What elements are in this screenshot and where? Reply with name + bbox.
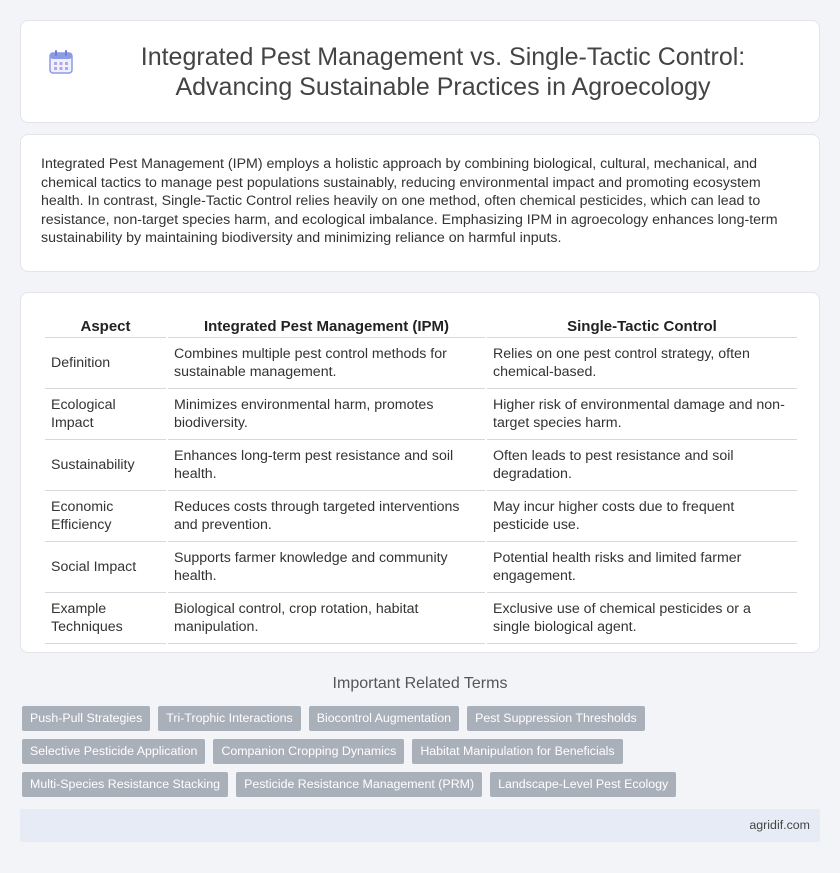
single-tactic-cell: Exclusive use of chemical pesticides or a single biological agent. — [487, 593, 797, 644]
ipm-cell: Enhances long-term pest resistance and soil health. — [168, 440, 485, 491]
single-tactic-cell: Relies on one pest control strategy, often chemical-based. — [487, 338, 797, 389]
header-card — [20, 20, 820, 123]
footer-site-link[interactable]: agridif.com — [749, 818, 810, 832]
single-tactic-cell: Potential health risks and limited farmer engagement. — [487, 542, 797, 593]
related-term-tag[interactable]: Landscape-Level Pest Ecology — [490, 772, 676, 797]
ipm-cell: Combines multiple pest control methods for sustainable management. — [168, 338, 485, 389]
single-tactic-cell: Higher risk of environmental damage and non-target species harm. — [487, 389, 797, 440]
column-header-ipm: Integrated Pest Management (IPM) — [168, 313, 485, 338]
aspect-cell: Definition — [45, 338, 166, 389]
aspect-cell: Example Techniques — [45, 593, 166, 644]
intro-paragraph: Integrated Pest Management (IPM) employs a holistic approach by combining biological, cultural, mechanical, and chemical tactics to manage pest populations sustainably, reducing environmental impact and promoting ecosystem health. In contrast, Single-Tactic Control relies heavily on one method, often chemical pesticides, which can lead to resistance, non-target species harm, and ecological imbalance. Emphasizing IPM in agroecology enhances long-term sustainability by maintaining biodiversity and minimizing reliance on harmful inputs. — [41, 156, 778, 246]
related-term-tag[interactable]: Multi-Species Resistance Stacking — [22, 772, 228, 797]
related-term-tag[interactable]: Tri-Trophic Interactions — [158, 706, 300, 731]
related-term-tag[interactable]: Habitat Manipulation for Beneficials — [412, 739, 622, 764]
single-tactic-cell: May incur higher costs due to frequent pesticide use. — [487, 491, 797, 542]
comparison-table — [43, 313, 799, 644]
aspect-cell: Social Impact — [45, 542, 166, 593]
comparison-table-card — [20, 292, 820, 653]
footer — [20, 809, 820, 842]
related-term-tag[interactable]: Selective Pesticide Application — [22, 739, 205, 764]
related-term-tag[interactable]: Pest Suppression Thresholds — [467, 706, 645, 731]
ipm-cell: Biological control, crop rotation, habitat manipulation. — [168, 593, 485, 644]
related-term-tag[interactable]: Biocontrol Augmentation — [309, 706, 459, 731]
table-row — [45, 542, 797, 593]
table-row — [45, 491, 797, 542]
aspect-cell: Ecological Impact — [45, 389, 166, 440]
related-terms-tags — [22, 706, 822, 797]
aspect-cell: Sustainability — [45, 440, 166, 491]
table-row — [45, 440, 797, 491]
table-row — [45, 593, 797, 644]
calendar-icon — [47, 48, 75, 76]
ipm-cell: Supports farmer knowledge and community health. — [168, 542, 485, 593]
ipm-cell: Reduces costs through targeted interventions and prevention. — [168, 491, 485, 542]
ipm-cell: Minimizes environmental harm, promotes biodiversity. — [168, 389, 485, 440]
related-term-tag[interactable]: Companion Cropping Dynamics — [213, 739, 404, 764]
column-header-single-tactic: Single-Tactic Control — [487, 313, 797, 338]
intro-card — [20, 134, 820, 272]
related-term-tag[interactable]: Push-Pull Strategies — [22, 706, 150, 731]
related-terms-heading: Important Related Terms — [332, 675, 508, 692]
single-tactic-cell: Often leads to pest resistance and soil degradation. — [487, 440, 797, 491]
table-header-row — [45, 313, 797, 338]
table-row — [45, 338, 797, 389]
column-header-aspect: Aspect — [45, 313, 166, 338]
aspect-cell: Economic Efficiency — [45, 491, 166, 542]
page-title: Integrated Pest Management vs. Single-Tactic Control: Advancing Sustainable Practices in Agroecology — [140, 42, 746, 101]
related-term-tag[interactable]: Pesticide Resistance Management (PRM) — [236, 772, 482, 797]
table-row — [45, 389, 797, 440]
